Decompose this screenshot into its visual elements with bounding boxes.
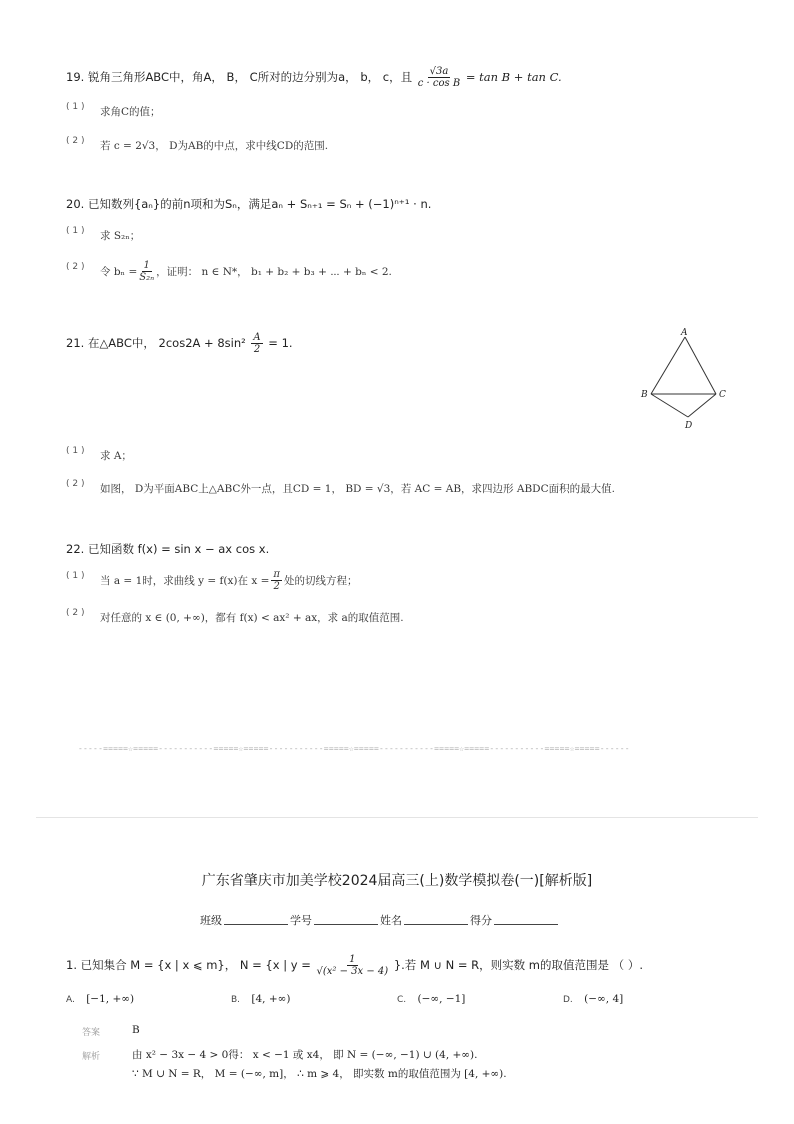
q19-part1-text: 求角C的值； bbox=[100, 106, 161, 118]
choice-d-text: (−∞, 4] bbox=[584, 993, 624, 1005]
q20-part2 bbox=[66, 260, 392, 283]
choice-b-text: [4, +∞) bbox=[251, 993, 291, 1005]
vertex-label-b: B bbox=[641, 390, 648, 400]
q19-part1 bbox=[66, 101, 161, 119]
choice-c-text: (−∞, −1] bbox=[417, 993, 466, 1005]
p2-q1-frac-den: √(x² − 3x − 4) bbox=[316, 966, 389, 977]
choice-b[interactable] bbox=[231, 993, 290, 1005]
q20-frac-num: 1 bbox=[143, 260, 150, 271]
q19-frac-den: c · cos B bbox=[417, 78, 461, 89]
choice-a[interactable] bbox=[66, 993, 134, 1005]
analysis-label: 解析 bbox=[82, 1052, 101, 1062]
q22-part1-pre: 当 a = 1时，求曲线 y = f(x)在 x = bbox=[100, 575, 270, 587]
class-label: 班级 bbox=[200, 914, 222, 927]
q21-title-pre: 21. 在△ABC中， 2cos2A + 8sin² bbox=[66, 336, 246, 350]
answer-value: B bbox=[132, 1024, 140, 1036]
edge-bd bbox=[651, 394, 688, 417]
q19-title bbox=[66, 66, 562, 89]
q21-part2-number: ( 2 ) bbox=[66, 478, 85, 489]
q21-frac-den: 2 bbox=[253, 344, 261, 355]
name-label: 姓名 bbox=[380, 914, 402, 927]
q21-fraction bbox=[251, 332, 262, 355]
q19-part1-number: ( 1 ) bbox=[66, 101, 85, 112]
q19-fraction bbox=[418, 66, 460, 89]
p2-q1-title-post: }.若 M ∪ N = R，则实数 m的取值范围是 （ ）. bbox=[393, 958, 643, 972]
q19-title-pre: 19. 锐角三角形ABC中，角A， B， C所对的边分别为a， b， c，且 bbox=[66, 70, 413, 84]
q19-title-post: = tan B + tan C. bbox=[465, 70, 562, 84]
q20-part2-number: ( 2 ) bbox=[66, 261, 85, 272]
choice-c[interactable] bbox=[397, 993, 465, 1005]
q20-part1-number: ( 1 ) bbox=[66, 225, 85, 236]
q21-part1-text: 求 A； bbox=[100, 450, 132, 462]
q19-frac-num: √3a bbox=[429, 66, 449, 77]
q19-part2-text: 若 c = 2√3， D为AB的中点，求中线CD的范围. bbox=[100, 140, 329, 152]
q22-part2-number: ( 2 ) bbox=[66, 607, 85, 618]
q21-title-post: = 1. bbox=[268, 336, 293, 350]
p2-q1-title bbox=[66, 954, 643, 977]
analysis-line-1: 由 x² − 3x − 4 > 0得： x < −1 或 x4， 即 N = (−∞, −1) ∪ (4, +∞). bbox=[132, 1049, 478, 1061]
choice-d[interactable] bbox=[563, 993, 623, 1005]
analysis-line-2: ∵ M ∪ N = R， M = (−∞, m]， ∴ m ⩾ 4， 即实数 m的取值范围为 [4, +∞). bbox=[132, 1068, 507, 1080]
edge-ac bbox=[685, 337, 716, 394]
edge-ab bbox=[651, 337, 685, 394]
p2-q1-title-pre: 1. 已知集合 M = {x | x ⩽ m}， N = {x | y = bbox=[66, 958, 311, 972]
number-label: 学号 bbox=[290, 914, 312, 927]
score-blank[interactable] bbox=[494, 912, 558, 925]
q22-part2 bbox=[66, 607, 404, 625]
q19-part2-number: ( 2 ) bbox=[66, 135, 85, 146]
vertex-label-d: D bbox=[685, 421, 693, 431]
q22-part1-number: ( 1 ) bbox=[66, 570, 85, 581]
quadrilateral-diagram bbox=[636, 324, 736, 434]
q21-title bbox=[66, 332, 293, 355]
class-blank[interactable] bbox=[224, 912, 288, 925]
q20-frac-den: S₂ₙ bbox=[139, 272, 155, 283]
q22-part1-post: 处的切线方程； bbox=[283, 575, 358, 587]
score-label: 得分 bbox=[470, 914, 492, 927]
q22-part2-text: 对任意的 x ∈ (0, +∞)，都有 f(x) < ax² + ax，求 a的取值范围. bbox=[100, 612, 404, 624]
answer-label: 答案 bbox=[82, 1028, 101, 1038]
q20-fraction bbox=[139, 260, 154, 283]
q21-part1-number: ( 1 ) bbox=[66, 445, 85, 456]
vertex-label-c: C bbox=[719, 390, 726, 400]
q21-frac-num: A bbox=[253, 332, 261, 343]
q22-fraction bbox=[271, 569, 282, 592]
q20-part1 bbox=[66, 225, 141, 243]
p2-q1-frac-num: 1 bbox=[349, 954, 356, 965]
q22-frac-den: 2 bbox=[273, 581, 280, 592]
student-info-row bbox=[200, 912, 560, 928]
q19-part2 bbox=[66, 135, 329, 153]
choice-b-label: B. bbox=[231, 995, 241, 1005]
q20-part2-pre: 令 bₙ = bbox=[100, 266, 138, 278]
choice-d-label: D. bbox=[563, 995, 573, 1005]
q22-title: 22. 已知函数 f(x) = sin x − ax cos x. bbox=[66, 542, 270, 556]
edge-cd bbox=[688, 394, 716, 417]
q20-part2-post: ，证明： n ∈ N*， b₁ + b₂ + b₃ + ⋯ + bₙ < 2. bbox=[156, 266, 392, 278]
page-separator bbox=[36, 817, 758, 818]
q21-part2-text: 如图， D为平面ABC上△ABC外一点，且CD = 1， BD = √3，若 AC = AB，求四边形 ABDC面积的最大值. bbox=[100, 483, 615, 495]
number-blank[interactable] bbox=[314, 912, 378, 925]
q20-part1-text: 求 S₂ₙ； bbox=[100, 230, 141, 242]
q22-frac-num: π bbox=[273, 569, 280, 580]
q21-part1 bbox=[66, 445, 132, 463]
vertex-label-a: A bbox=[681, 328, 688, 338]
choice-a-text: [−1, +∞) bbox=[86, 993, 135, 1005]
document-title: 广东省肇庆市加美学校2024届高三(上)数学模拟卷(一)[解析版] bbox=[201, 873, 593, 889]
decorative-divider: -----=====☆=====-----------=====☆=====-----------=====☆=====-----------=====☆=====-----------=====☆=====------ bbox=[78, 744, 630, 753]
p2-q1-fraction bbox=[317, 954, 389, 977]
choice-c-label: C. bbox=[397, 995, 407, 1005]
choice-a-label: A. bbox=[66, 995, 75, 1005]
name-blank[interactable] bbox=[404, 912, 468, 925]
q22-part1 bbox=[66, 569, 357, 592]
q20-title: 20. 已知数列{aₙ}的前n项和为Sₙ，满足aₙ + Sₙ₊₁ = Sₙ + (−1)ⁿ⁺¹ · n. bbox=[66, 197, 432, 211]
q21-part2 bbox=[66, 478, 615, 496]
